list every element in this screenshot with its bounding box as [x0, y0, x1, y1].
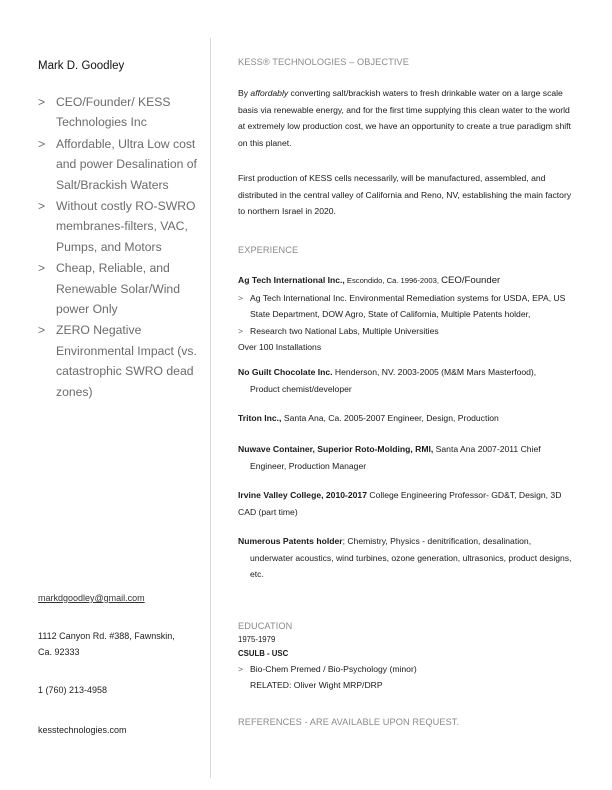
experience-entry-irvine: Irvine Valley College, 2010-2017 College Engineering Professor- GD&T, Design, 3D CAD (part time)	[238, 490, 562, 517]
address: 1112 Canyon Rd. #388, Fawnskin, Ca. 92333	[38, 631, 175, 657]
highlight-item: > Without costly RO-SWRO membranes-filters, VAC, Pumps, and Motors	[38, 196, 198, 257]
bullet-arrow-icon: >	[38, 136, 46, 151]
experience-entry-nuwave: Nuwave Container, Superior Roto-Molding, RMI, Santa Ana 2007-2011 Chief Engineer, Production Manager	[238, 444, 541, 471]
candidate-name: Mark D. Goodley	[38, 60, 125, 72]
objective-paragraph-1: By affordably converting salt/brackish waters to fresh drinkable water on a large scale basis via renewable energy, and for the first time supplying this clean water to the world at extremely low production cost, we have an opportunity to create a true paradigm shift on this planet.	[238, 88, 571, 148]
objective-paragraph-2: First production of KESS cells necessarily, will be manufactured, assembled, and distributed in the central valley of California and Reno, NV, establishing the main factory to northern Israel in 2020.	[238, 173, 572, 216]
education-entry: 1975-1979 CSULB - USC > Bio-Chem Premed / Bio-Psychology (minor) RELATED: Oliver Wight MRP/DRP	[238, 635, 417, 690]
experience-entry-noguilt: No Guilt Chocolate Inc. Henderson, NV. 2003-2005 (M&M Mars Masterfood), Product chemist/developer	[238, 367, 537, 394]
education-heading: EDUCATION	[238, 621, 293, 631]
bullet-arrow-icon: >	[38, 261, 46, 276]
phone-number: 1 (760) 213-4958	[38, 685, 108, 695]
experience-heading: EXPERIENCE	[238, 245, 299, 255]
experience-entry-patents: Numerous Patents holder; Chemistry, Physics - denitrification, desalination, underwater acoustics, wind turbines, ozone generation, ultrasonics, product designs, etc.	[238, 536, 572, 579]
bullet-arrow-icon: >	[38, 323, 46, 338]
column-divider	[210, 38, 211, 778]
bullet-arrow-icon: >	[238, 664, 244, 674]
bullet-arrow-icon: >	[38, 95, 46, 109]
bullet-arrow-icon: >	[238, 292, 244, 303]
bullet-arrow-icon: >	[238, 325, 244, 336]
highlight-item: > CEO/Founder/ KESS Technologies Inc	[38, 92, 198, 133]
website: kesstechnologies.com	[38, 725, 127, 735]
highlights-list	[38, 92, 198, 403]
highlight-item: > Affordable, Ultra Low cost and power Desalination of Salt/Brackish Waters	[38, 134, 198, 195]
experience-entry-triton: Triton Inc., Santa Ana, Ca. 2005-2007 Engineer, Design, Production	[238, 413, 499, 423]
bullet-arrow-icon: >	[38, 199, 46, 214]
highlight-item: > ZERO Negative Environmental Impact (vs. catastrophic SWRO dead zones)	[38, 320, 198, 402]
highlight-item: > Cheap, Reliable, and Renewable Solar/Wind power Only	[38, 258, 198, 319]
objective-heading: KESS® TECHNOLOGIES – OBJECTIVE	[238, 57, 409, 67]
references-heading: REFERENCES - ARE AVAILABLE UPON REQUEST.	[238, 717, 460, 727]
email-link[interactable]: markdgoodley@gmail.com	[38, 593, 145, 603]
experience-entry-agtech: Ag Tech International Inc., Escondido, Ca. 1996-2003, CEO/Founder > Ag Tech International Inc. Environmental Remediation systems for USDA, EPA, US State Department, DOW Agro, State of California, Multiple Patents holder, > Research two National Labs, Multiple Universities Over 100 Installations	[238, 275, 566, 352]
